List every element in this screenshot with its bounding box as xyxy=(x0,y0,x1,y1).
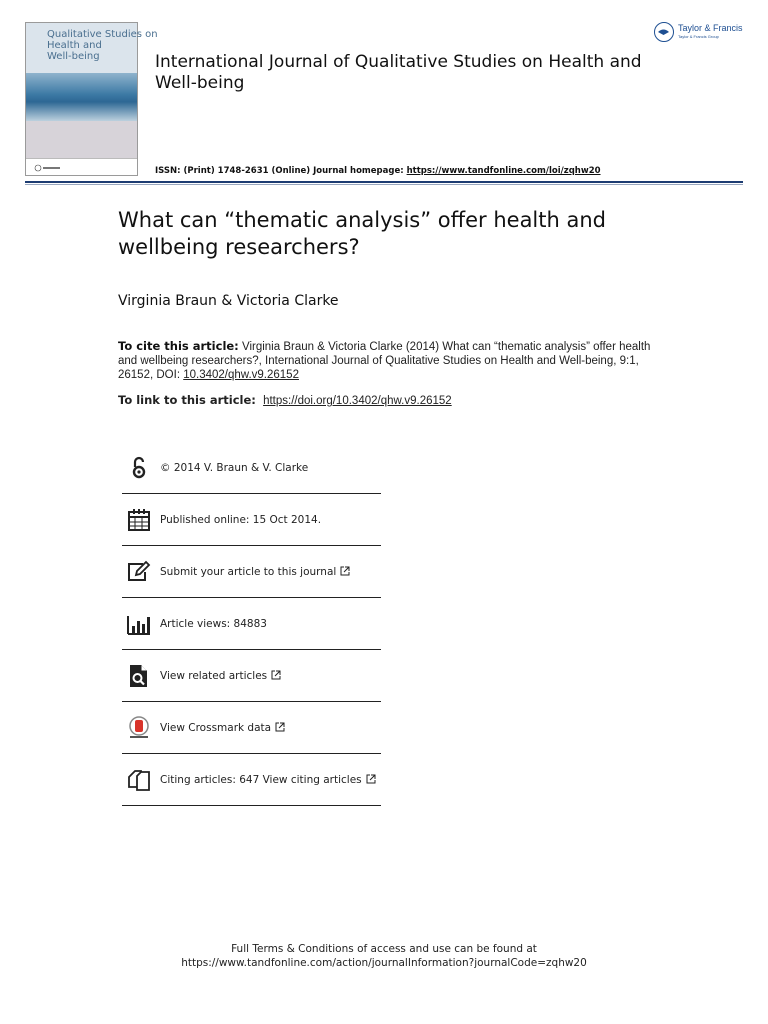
info-row-copyright xyxy=(122,442,381,494)
info-row-citing[interactable] xyxy=(122,754,381,806)
footer-terms-link[interactable]: https://www.tandfonline.com/action/journalInformation?journalCode=zqhw20 xyxy=(181,957,587,969)
info-row-views xyxy=(122,598,381,650)
footer-terms-text: Full Terms & Conditions of access and use can be found at xyxy=(231,943,537,955)
issn-text: ISSN: (Print) 1748-2631 (Online) Journal homepage: xyxy=(155,166,407,176)
issn-line xyxy=(155,166,601,176)
header-divider-thin xyxy=(25,184,743,185)
crossmark-link[interactable] xyxy=(160,722,285,734)
publisher-logo[interactable] xyxy=(654,22,754,48)
article-doi-link[interactable]: https://doi.org/10.3402/qhw.v9.26152 xyxy=(263,395,452,407)
citation xyxy=(118,339,658,382)
crossmark-text: View Crossmark data xyxy=(160,721,272,734)
info-row-submit[interactable] xyxy=(122,546,381,598)
calendar-icon xyxy=(127,508,151,532)
citing-articles-text: Citing articles: 647 View citing articles xyxy=(160,773,362,786)
external-link-icon xyxy=(366,774,376,784)
open-access-icon xyxy=(127,456,151,480)
external-link-icon xyxy=(275,722,285,732)
published-date-text: Published online: 15 Oct 2014. xyxy=(160,513,322,526)
publisher-name: Taylor & Francis xyxy=(678,23,743,33)
citing-articles-link[interactable] xyxy=(160,774,376,786)
article-info-list xyxy=(122,442,381,806)
submit-article-text: Submit your article to this journal xyxy=(160,565,337,578)
submit-article-link[interactable] xyxy=(160,566,350,578)
related-articles-text: View related articles xyxy=(160,669,268,682)
publisher-logo-icon xyxy=(654,22,674,42)
external-link-icon xyxy=(271,670,281,680)
article-title: What can “thematic analysis” offer health and wellbeing researchers? xyxy=(118,208,606,259)
edit-icon xyxy=(127,560,151,584)
external-link-icon xyxy=(340,566,350,576)
journal-homepage-link[interactable]: https://www.tandfonline.com/loi/zqhw20 xyxy=(406,166,601,176)
journal-cover xyxy=(25,22,158,176)
header-divider xyxy=(25,181,743,183)
citing-icon xyxy=(127,768,151,792)
article-link-label: To link to this article: xyxy=(118,393,256,407)
footer xyxy=(0,942,768,970)
info-row-related[interactable] xyxy=(122,650,381,702)
info-row-crossmark[interactable] xyxy=(122,702,381,754)
info-row-published xyxy=(122,494,381,546)
cover-footer xyxy=(26,158,137,175)
bar-chart-icon xyxy=(127,612,151,636)
article-link-line xyxy=(118,393,452,407)
cover-water-image xyxy=(26,73,137,121)
citation-label: To cite this article: xyxy=(118,339,239,353)
citation-doi-link[interactable]: 10.3402/qhw.v9.26152 xyxy=(183,369,299,381)
related-articles-link[interactable] xyxy=(160,670,281,682)
copyright-text: © 2014 V. Braun & V. Clarke xyxy=(160,461,309,474)
crossmark-icon xyxy=(127,716,151,740)
related-search-icon xyxy=(127,664,151,688)
citation-text: Virginia Braun & Victoria Clarke (2014) What can “thematic analysis” offer health and wellbeing researchers?, International Journal of Qualitative Studies on Health and Well-being, 9:1, 26152, DOI: xyxy=(118,341,651,381)
cover-title: Qualitative Studies on Health and Well-being xyxy=(47,29,158,62)
cover-publisher-logo xyxy=(34,164,62,172)
journal-title: International Journal of Qualitative Studies on Health and Well-being xyxy=(155,52,642,93)
publisher-group: Taylor & Francis Group xyxy=(678,34,719,39)
article-views-text: Article views: 84883 xyxy=(160,617,267,630)
article-authors: Virginia Braun & Victoria Clarke xyxy=(118,293,339,309)
